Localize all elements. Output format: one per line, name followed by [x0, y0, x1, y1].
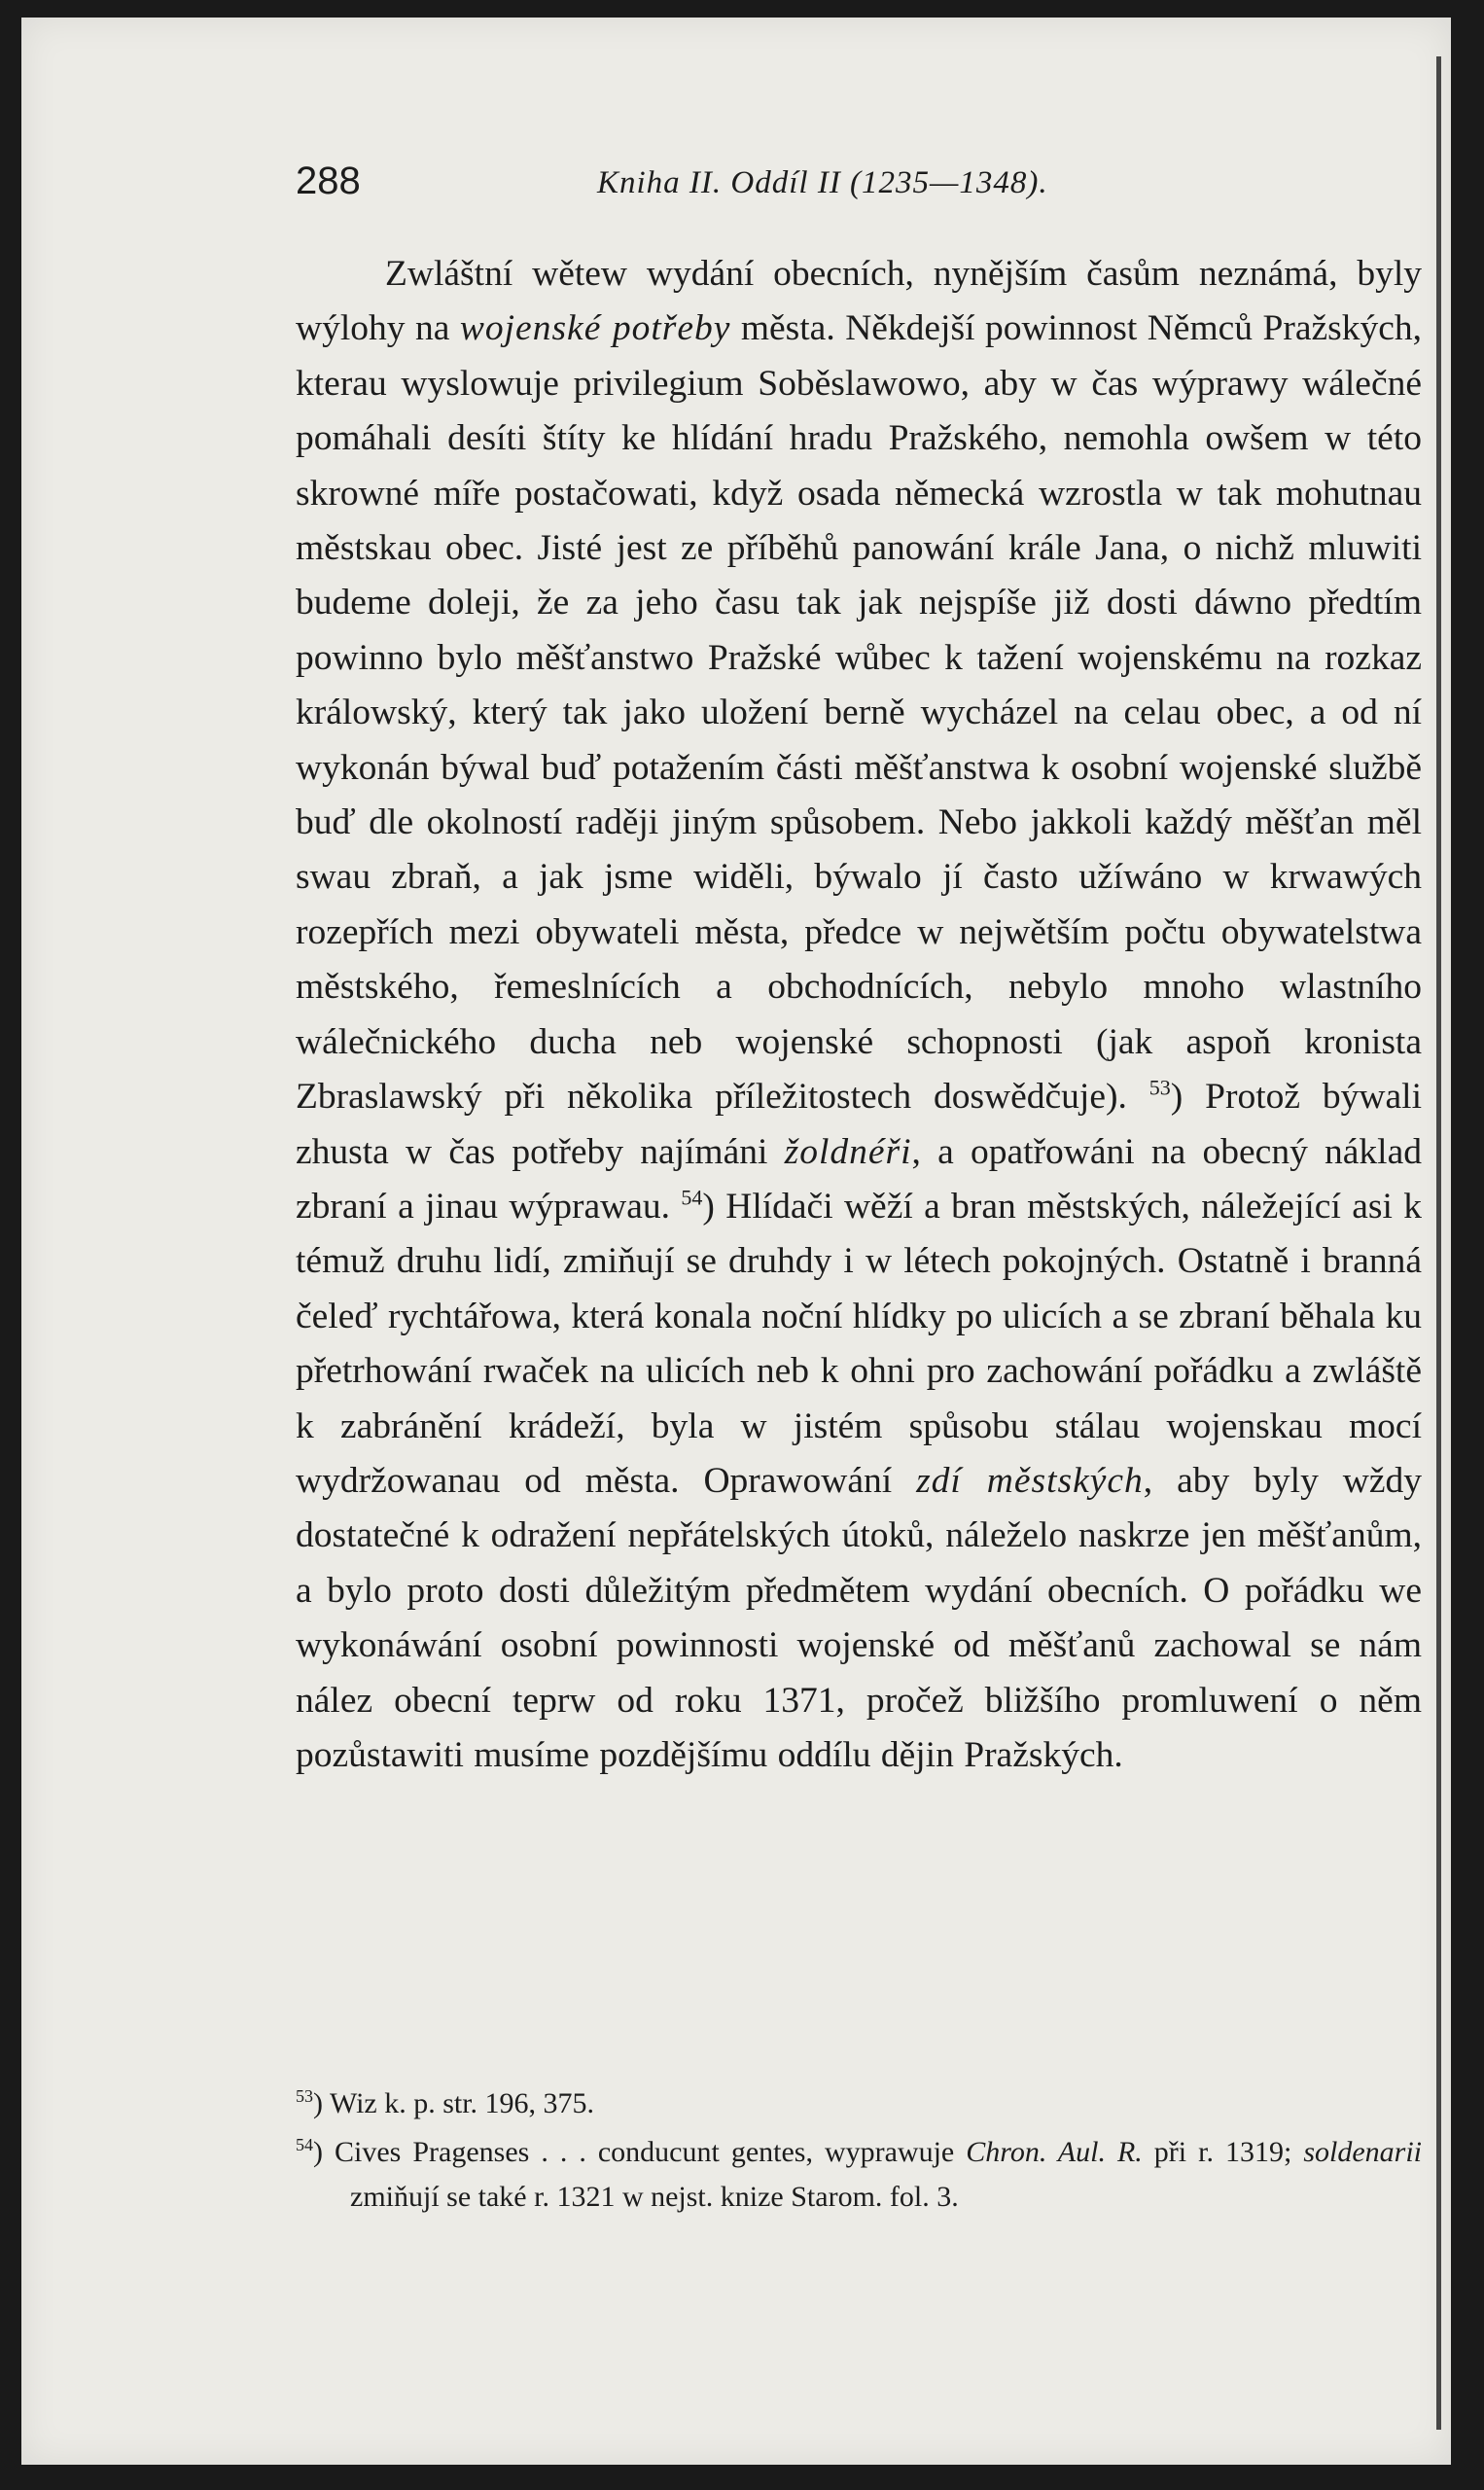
page-number: 288 — [296, 160, 361, 202]
main-paragraph — [296, 247, 1422, 1783]
book-page — [21, 18, 1451, 2465]
body-text-1: Zwláštní wětew wydání obecních, nynějším časům neznámá, byly wýlohy na — [296, 254, 1422, 349]
footnote-53 — [296, 2081, 1422, 2126]
footnote-text: při r. 1319; — [1142, 2136, 1304, 2168]
body-text-2: města. Někdejší powinnost Němců Pražských, kterau wyslowuje privilegium Soběslawowo, aby w čas wýprawy wálečné pomáhali desíti štíty ke hlídání hradu Pražského, nemohla owšem w této skrowné míře postačowati, když osada německá wzrostla w tak mohutnau městskau obec. Jisté jest ze příběhů panowání krále Jana, o nichž mluwiti budeme doleji, že za jeho času tak jak nejspíše již dosti dáwno předtím powinno bylo měšťanstwo Pražské wůbec k tažení wojenskému na rozkaz králowský, který tak jako uložení berně wycházel na celau obec, a od ní wykonán býwal buď potažením části měšťanstwa k osobní wojenské službě buď dle okolností raději jiným spůsobem. Nebo jakkoli každý měšťan měl swau zbraň, a jak jsme widěli, býwalo jí často užíwáno w krwawých rozepřích mezi obywateli města, předce w nejwětším počtu obywatelstwa městského, řemeslnících a obchodnících, nebylo mnoho wlastního wálečnického ducha neb wojenské schopnosti (jak aspoň kronista Zbraslawský při několika příležitostech doswědčuje). — [296, 308, 1422, 1118]
emphasis-zdi-mestskych: zdí městských — [916, 1460, 1144, 1501]
footnote-text: ) Wiz k. p. str. 196, 375. — [313, 2087, 595, 2119]
footnote-text: ) Cives Pragenses . . . conducunt gentes, wyprawuje — [313, 2136, 967, 2168]
emphasis-wojenske-potreby: wojenské potřeby — [459, 308, 731, 349]
page-edge-shadow — [1436, 56, 1441, 2430]
body-text-5: ) Hlídači wěží a bran městských, náležející asi k témuž druhu lidí, zmiňují se druhdy i w létech pokojných. Ostatně i branná čeleď rychtářowa, která konala noční hlídky po ulicích a se zbraní běhala ku přetrhowání rwaček na ulicích neb k ohni pro zachowání pořádku a zwláště k zabránění krádeží, byla w jistém spůsobu stálau wojenskau mocí wydržowanau od města. Oprawowání — [296, 1186, 1423, 1501]
footnote-number: 53 — [296, 2086, 313, 2106]
footnote-ref-54[interactable]: 54 — [681, 1185, 703, 1210]
footnote-number: 54 — [296, 2135, 313, 2154]
running-head: Kniha II. Oddíl II (1235—1348). — [597, 165, 1048, 200]
footnote-citation: Chron. Aul. R. — [966, 2136, 1143, 2168]
emphasis-zoldneri: žoldnéři — [784, 1131, 912, 1172]
footnote-54 — [296, 2130, 1422, 2220]
footnote-text: zmiňují se také r. 1321 w nejst. knize Starom. fol. 3. — [350, 2181, 959, 2213]
footnote-latin-term: soldenarii — [1303, 2136, 1422, 2168]
footnote-ref-53[interactable]: 53 — [1148, 1075, 1171, 1100]
body-text-6: , aby byly wždy dostatečné k odražení nepřátelských útoků, náleželo naskrze jen měšťanům, a bylo proto dosti důležitým předmětem wydání obecních. O pořádku we wykonáwání osobní powinnosti wojenské od měšťanů zachowal se nám nález obecní teprw od roku 1371, pročež bližšího promluwení o něm pozůstawiti musíme pozdějšímu oddílu dějin Pražských. — [296, 1460, 1422, 1775]
body-text-3: ) Protož býwali zhusta w čas potřeby najímáni — [296, 1077, 1422, 1172]
footnotes — [296, 2081, 1422, 2223]
body-text-4: , a opatřowáni na obecný náklad zbraní a jinau wýprawau. — [296, 1131, 1422, 1227]
page-header — [276, 160, 1424, 218]
